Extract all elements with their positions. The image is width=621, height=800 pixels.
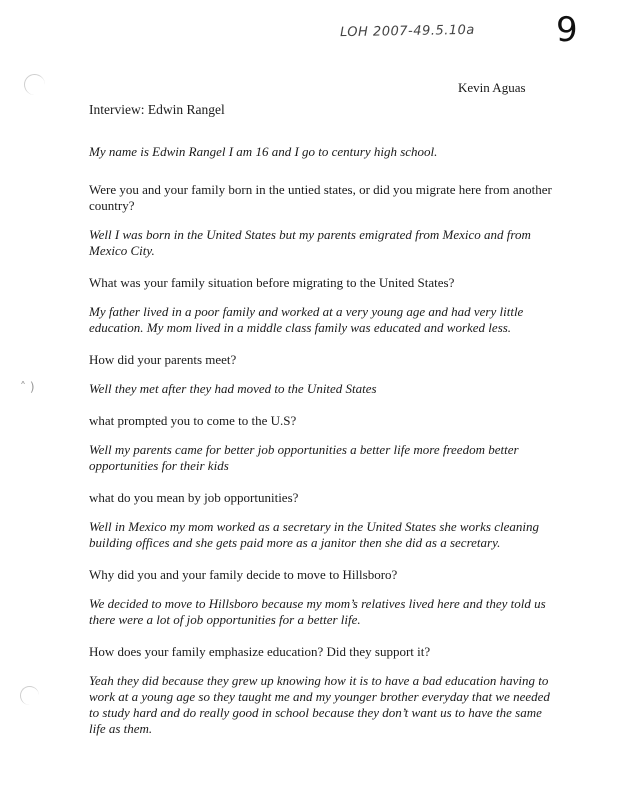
- hole-punch-mark-bottom: [20, 686, 39, 705]
- answer-text: Well I was born in the United States but my parents emigrated from Mexico and from Mexico City.: [89, 227, 531, 258]
- answer-text: My father lived in a poor family and worked at a very young age and had very little education. My mom lived in a middle class family was educated and worked less.: [89, 304, 524, 335]
- qa-list: [89, 144, 559, 737]
- answer-text: Yeah they did because they grew up knowing how it is to have a bad education having to work at a young age so they taught me and my younger brother everyday that we needed to study hard and do really good in school because they don’t want us to have the same life as them.: [89, 673, 550, 736]
- question-text: How did your parents meet?: [89, 352, 237, 367]
- answer-text: Well they met after they had moved to the United States: [89, 381, 377, 396]
- page-number: 9: [556, 10, 578, 50]
- interview-title: Interview: Edwin Rangel: [89, 102, 225, 117]
- answer-text: Well my parents came for better job opportunities a better life more freedom better opportunities for their kids: [89, 442, 519, 473]
- archive-code: LOH 2007-49.5.10a: [339, 22, 475, 41]
- question-text: Were you and your family born in the untied states, or did you migrate here from another country?: [89, 182, 552, 213]
- question-text: what prompted you to come to the U.S?: [89, 413, 297, 428]
- answer-text: We decided to move to Hillsboro because my mom’s relatives lived here and they told us there were a lot of job opportunities for a better life.: [89, 596, 546, 627]
- hole-punch-mark-top: [24, 74, 45, 95]
- question-text: what do you mean by job opportunities?: [89, 490, 299, 505]
- answer-text: My name is Edwin Rangel I am 16 and I go to century high school.: [89, 144, 438, 159]
- margin-mark-middle: ˄ ): [20, 380, 35, 394]
- question-text: What was your family situation before migrating to the United States?: [89, 275, 455, 290]
- question-text: Why did you and your family decide to move to Hillsboro?: [89, 567, 398, 582]
- question-text: How does your family emphasize education? Did they support it?: [89, 644, 431, 659]
- answer-text: Well in Mexico my mom worked as a secretary in the United States she works cleaning building offices and she gets paid more as a janitor then she did as a secretary.: [89, 519, 539, 550]
- author-name: Kevin Aguas: [458, 80, 526, 95]
- interview-body: [89, 102, 559, 753]
